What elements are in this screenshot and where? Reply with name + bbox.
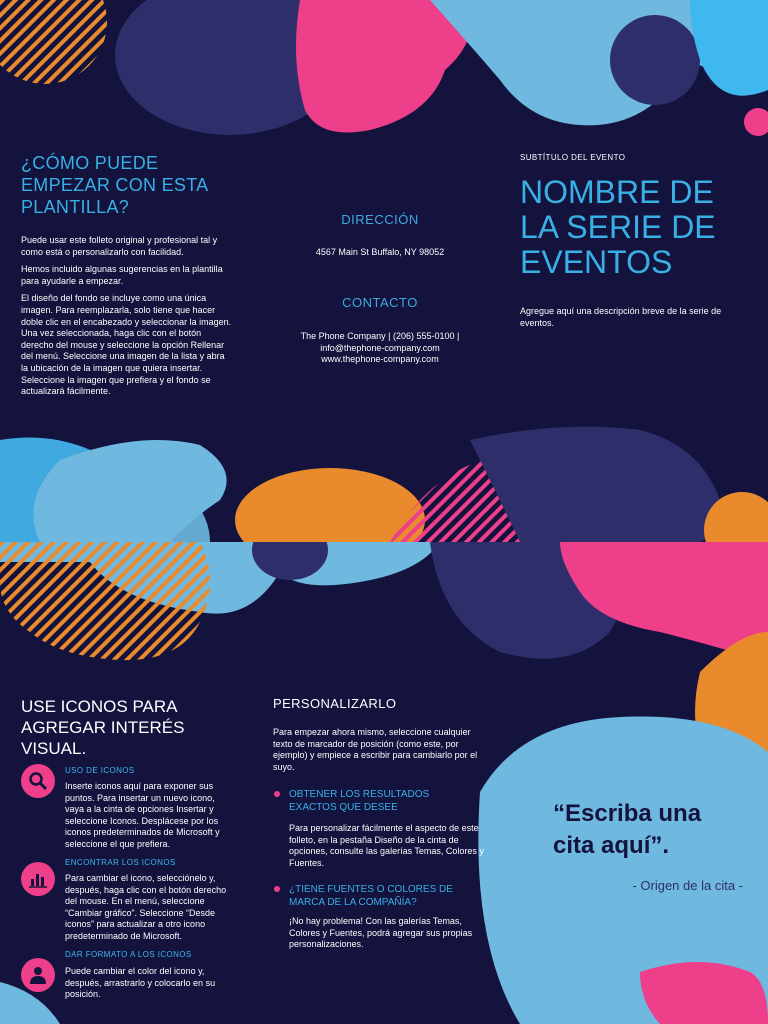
contact-phone: The Phone Company | (206) 555-0100 | [300, 331, 460, 341]
brochure-inside-page [0, 542, 768, 1024]
bullet-dot [274, 886, 280, 892]
address-text: 4567 Main St Buffalo, NY 98052 [315, 247, 445, 257]
icon-item-label: USO DE ICONOS [65, 766, 135, 775]
quote-text: “Escriba una cita aquí”. [553, 800, 702, 859]
panel-body [21, 235, 233, 404]
event-description: Agregue aquí una descripción breve de la serie de eventos. [520, 306, 722, 328]
quote-source: - Origen de la cita - [632, 878, 743, 893]
bullet-title: OBTENER LOS RESULTADOS EXACTOS QUE DESEE [289, 789, 430, 813]
contact-heading: CONTACTO [342, 295, 418, 310]
bullet-title: ¿TIENE FUENTES O COLORES DE MARCA DE LA COMPAÑÍA? [289, 884, 453, 908]
bullet-text: Para personalizar fácilmente el aspecto de este folleto, en la pestaña Diseño de la cinta de opciones, consulte las galerías Temas, Colores y Fuentes. [289, 823, 484, 868]
address-heading: DIRECCIÓN [341, 212, 419, 227]
search-icon [21, 764, 55, 798]
event-subtitle: SUBTÍTULO DEL EVENTO [520, 153, 626, 162]
customize-intro: Para empezar ahora mismo, seleccione cualquier texto de marcador de posición (como este, por ejemplo) y empiece a escribir para cambiarlo por el suyo. [273, 727, 478, 772]
bullet-text: ¡No hay problema! Con las galerías Temas, Colores y Fuentes, podrá agregar sus propias personalizaciones. [289, 916, 473, 950]
contact-block [280, 331, 480, 366]
paragraph: Hemos incluido algunas sugerencias en la plantilla para ayudarle a empezar. [21, 264, 223, 286]
icon-item-text: Puede cambiar el color del icono y, después, arrastrarlo y colocarlo en su posición. [65, 966, 216, 1000]
event-title: NOMBRE DE LA SERIE DE EVENTOS [520, 174, 716, 280]
person-icon [21, 958, 55, 992]
paragraph: El diseño del fondo se incluye como una única imagen. Para reemplazarla, solo tiene que hacer doble clic en el encabezado y seleccionar la imagen. Una vez seleccionada, haga clic con el botón derecho del mouse y seleccione la opción Rellenar del menú. Seleccione una imagen de la lista y abra la ubicación de la imagen que quiera insertar. Seleccione la imagen que prefiera y el fondo se actualizará fácilmente. [21, 293, 232, 397]
panel-heading: ¿CÓMO PUEDE EMPEZAR CON ESTA PLANTILLA? [21, 153, 208, 217]
bar-chart-icon [21, 862, 55, 896]
icon-item-text: Inserte iconos aquí para exponer sus puntos. Para insertar un nuevo icono, vaya a la cinta de opciones Insertar y seleccione Iconos. Desplácese por los iconos predeterminados de Microsoft y seleccione el que prefiera. [65, 781, 220, 849]
icon-item-label: ENCONTRAR LOS ICONOS [65, 858, 176, 867]
contact-website[interactable]: www.thephone-company.com [321, 354, 439, 365]
customize-heading: PERSONALIZARLO [273, 696, 397, 711]
icons-heading: USE ICONOS PARA AGREGAR INTERÉS VISUAL. [21, 697, 185, 758]
icon-item-text: Para cambiar el icono, selecciónelo y, después, haga clic con el botón derecho del mouse. En el menú, seleccione “Cambiar gráfico”. Seleccione “Desde iconos” para actualizar a otro icono predeterminado de Microsoft. [65, 873, 227, 941]
icon-item-label: DAR FORMATO A LOS ICONOS [65, 950, 192, 959]
contact-email[interactable]: info@thephone-company.com [320, 342, 440, 353]
paragraph: Puede usar este folleto original y profesional tal y como está o personalizarlo con facilidad. [21, 235, 218, 257]
bullet-dot [274, 791, 280, 797]
